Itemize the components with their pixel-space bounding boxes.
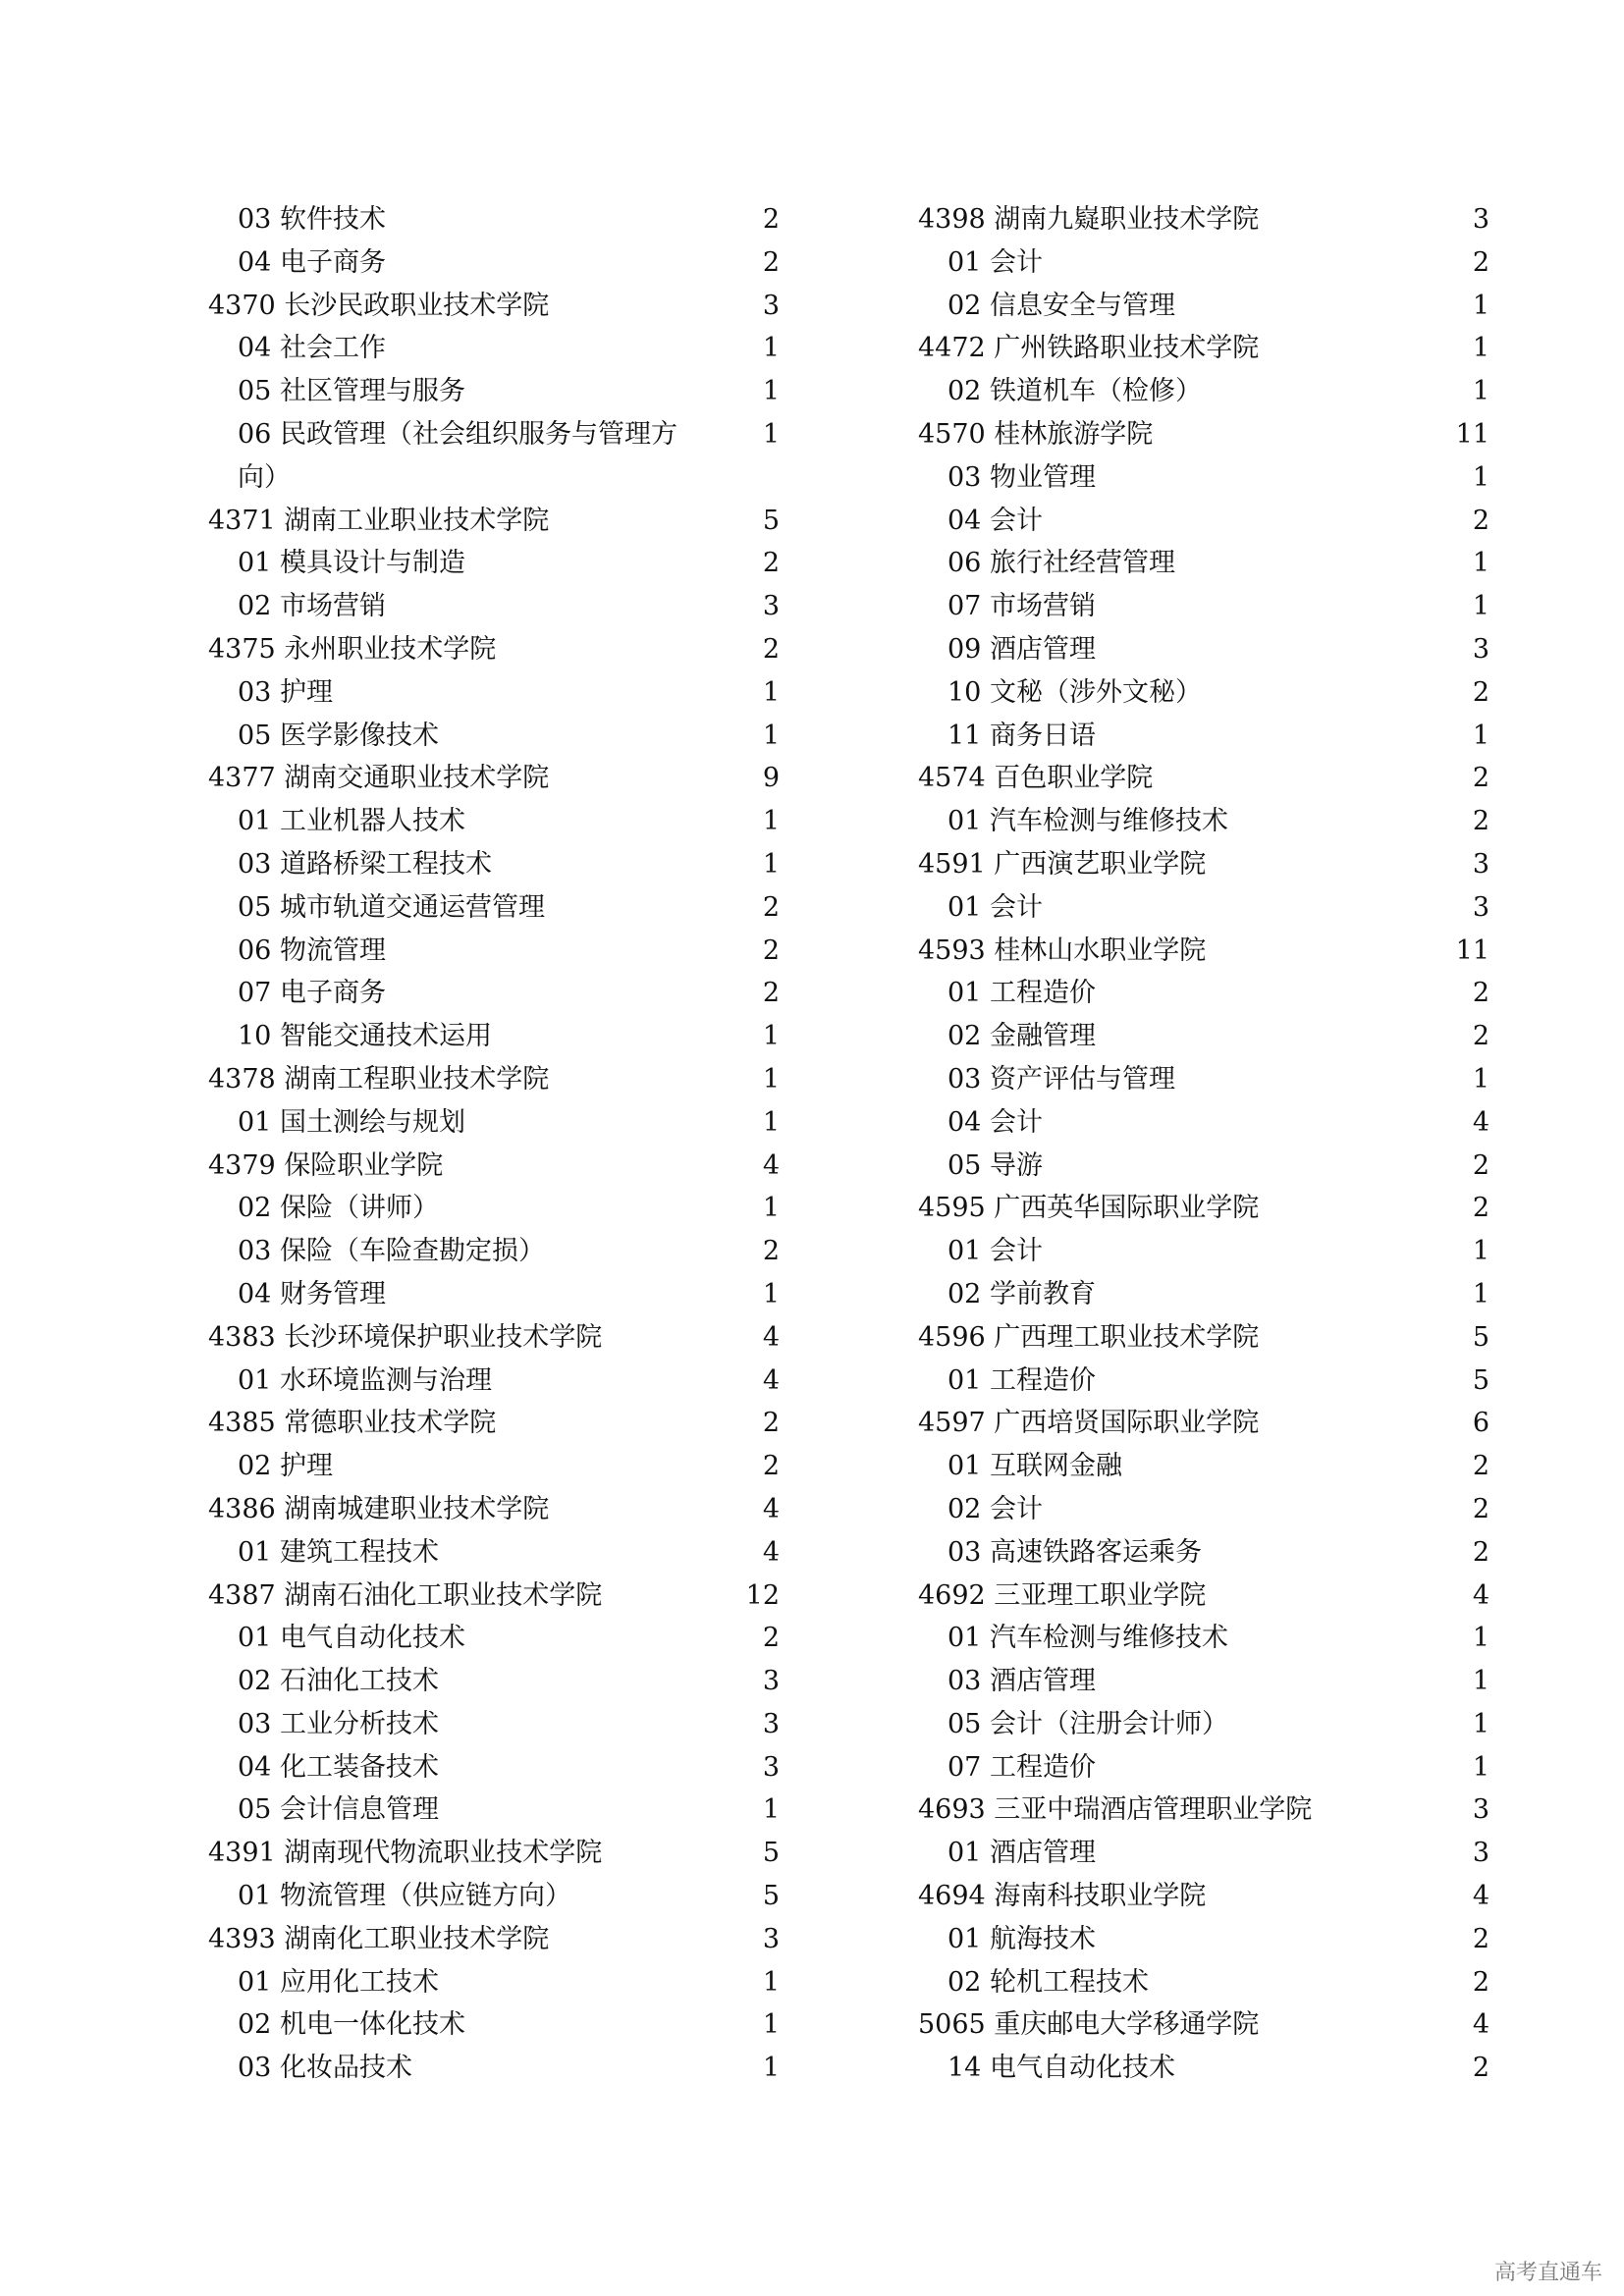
school-name: 5065 重庆邮电大学移通学院 xyxy=(918,2009,1260,2041)
right-column xyxy=(918,198,1489,2090)
school-name: 4694 海南科技职业学院 xyxy=(918,1881,1207,1912)
school-row xyxy=(208,285,780,328)
major-row xyxy=(918,628,1489,671)
enrollment-count: 2 xyxy=(1472,763,1489,794)
major-name: 02 轮机工程技术 xyxy=(947,1966,1149,1998)
enrollment-count: 4 xyxy=(1472,1106,1489,1138)
major-name: 01 工程造价 xyxy=(947,1364,1096,1396)
major-name: 04 社会工作 xyxy=(238,333,386,364)
enrollment-count: 3 xyxy=(1472,1838,1489,1869)
enrollment-count: 4 xyxy=(762,1321,780,1353)
enrollment-count: 1 xyxy=(762,1021,780,1052)
enrollment-count: 4 xyxy=(762,1493,780,1524)
enrollment-count: 2 xyxy=(762,934,780,966)
enrollment-count: 5 xyxy=(1472,1321,1489,1353)
school-row xyxy=(918,413,1489,456)
enrollment-count: 3 xyxy=(1472,848,1489,880)
major-row xyxy=(208,1789,780,1832)
major-row xyxy=(208,585,780,628)
enrollment-count: 1 xyxy=(762,2053,780,2084)
school-row xyxy=(208,1575,780,1618)
major-name: 05 医学影像技术 xyxy=(238,720,439,751)
school-name: 4398 湖南九嶷职业技术学院 xyxy=(918,204,1260,235)
major-name: 01 建筑工程技术 xyxy=(238,1536,439,1568)
major-name: 02 会计 xyxy=(947,1493,1043,1524)
enrollment-count: 3 xyxy=(1472,891,1489,923)
enrollment-count: 3 xyxy=(1472,204,1489,235)
major-name: 03 道路桥梁工程技术 xyxy=(238,848,492,880)
enrollment-count: 4 xyxy=(1472,1881,1489,1912)
major-row xyxy=(208,1101,780,1145)
major-name: 04 会计 xyxy=(947,505,1043,536)
enrollment-count: 1 xyxy=(762,1106,780,1138)
enrollment-count: 1 xyxy=(762,848,780,880)
school-row xyxy=(918,930,1489,973)
enrollment-count: 1 xyxy=(1472,720,1489,751)
major-name: 02 信息安全与管理 xyxy=(947,290,1175,321)
enrollment-count: 1 xyxy=(1472,1063,1489,1095)
enrollment-count: 2 xyxy=(762,1451,780,1482)
enrollment-count: 1 xyxy=(1472,461,1489,493)
enrollment-count: 1 xyxy=(762,806,780,837)
major-row xyxy=(918,370,1489,413)
enrollment-count: 2 xyxy=(762,204,780,235)
major-row xyxy=(918,1746,1489,1789)
major-name: 01 水环境监测与治理 xyxy=(238,1364,492,1396)
enrollment-count: 2 xyxy=(1472,505,1489,536)
enrollment-count: 5 xyxy=(762,1881,780,1912)
enrollment-count: 1 xyxy=(762,2009,780,2041)
major-name: 03 保险（车险查勘定损） xyxy=(238,1236,545,1267)
major-name: 11 商务日语 xyxy=(947,720,1096,751)
school-row xyxy=(918,1187,1489,1230)
enrollment-count: 1 xyxy=(762,720,780,751)
major-name: 01 应用化工技术 xyxy=(238,1966,439,1998)
major-row xyxy=(918,1230,1489,1273)
enrollment-count: 1 xyxy=(1472,1236,1489,1267)
major-name: 01 会计 xyxy=(947,891,1043,923)
major-name: 01 互联网金融 xyxy=(947,1451,1122,1482)
enrollment-count: 1 xyxy=(762,1278,780,1309)
enrollment-count: 1 xyxy=(1472,333,1489,364)
school-name: 4597 广西培贤国际职业学院 xyxy=(918,1408,1260,1439)
major-row xyxy=(208,2047,780,2090)
enrollment-count: 3 xyxy=(762,1666,780,1697)
enrollment-count: 2 xyxy=(1472,1021,1489,1052)
enrollment-count: 2 xyxy=(1472,246,1489,278)
major-name: 01 工程造价 xyxy=(947,978,1096,1009)
enrollment-count: 4 xyxy=(762,1536,780,1568)
major-name: 02 护理 xyxy=(238,1451,333,1482)
major-name: 01 会计 xyxy=(947,246,1043,278)
major-row xyxy=(208,1660,780,1703)
enrollment-count: 3 xyxy=(762,591,780,622)
major-name: 03 工业分析技术 xyxy=(238,1708,439,1739)
school-row xyxy=(208,1832,780,1875)
enrollment-count: 1 xyxy=(762,1063,780,1095)
school-name: 4383 长沙环境保护职业技术学院 xyxy=(208,1321,603,1353)
enrollment-count: 3 xyxy=(762,1751,780,1783)
major-name: 01 汽车检测与维修技术 xyxy=(947,1623,1228,1654)
school-name: 4570 桂林旅游学院 xyxy=(918,418,1154,450)
major-row xyxy=(208,1961,780,2004)
school-row xyxy=(918,2003,1489,2047)
school-row xyxy=(208,1918,780,1961)
major-name: 05 城市轨道交通运营管理 xyxy=(238,891,545,923)
major-name: 07 电子商务 xyxy=(238,978,386,1009)
school-row xyxy=(918,327,1489,370)
major-row xyxy=(208,843,780,886)
major-name: 01 物流管理（供应链方向） xyxy=(238,1881,571,1912)
school-row xyxy=(208,1316,780,1360)
major-row xyxy=(208,241,780,285)
enrollment-count: 1 xyxy=(762,676,780,708)
major-row xyxy=(918,1832,1489,1875)
major-row xyxy=(918,1360,1489,1403)
school-row xyxy=(918,198,1489,241)
enrollment-count: 1 xyxy=(1472,1623,1489,1654)
major-row xyxy=(208,1875,780,1918)
major-name: 02 市场营销 xyxy=(238,591,386,622)
major-name: 14 电气自动化技术 xyxy=(947,2053,1175,2084)
major-row xyxy=(208,1230,780,1273)
school-name: 4693 三亚中瑞酒店管理职业学院 xyxy=(918,1794,1313,1826)
major-row xyxy=(208,1273,780,1316)
enrollment-count: 2 xyxy=(1472,2053,1489,2084)
school-name: 4387 湖南石油化工职业技术学院 xyxy=(208,1579,603,1611)
enrollment-count: 2 xyxy=(1472,1493,1489,1524)
school-row xyxy=(918,1575,1489,1618)
major-row xyxy=(208,1187,780,1230)
school-row xyxy=(918,843,1489,886)
enrollment-count: 4 xyxy=(762,1149,780,1181)
major-name: 05 会计（注册会计师） xyxy=(947,1708,1228,1739)
major-row xyxy=(918,1660,1489,1703)
enrollment-count: 2 xyxy=(762,633,780,665)
major-name: 02 保险（讲师） xyxy=(238,1193,439,1224)
major-name: 03 资产评估与管理 xyxy=(947,1063,1175,1095)
major-row xyxy=(918,1015,1489,1058)
major-name: 04 会计 xyxy=(947,1106,1043,1138)
school-name: 4593 桂林山水职业学院 xyxy=(918,934,1207,966)
major-name: 03 护理 xyxy=(238,676,333,708)
major-row xyxy=(208,370,780,413)
enrollment-count: 2 xyxy=(762,1623,780,1654)
major-row xyxy=(208,1531,780,1575)
school-row xyxy=(208,1488,780,1531)
school-name: 4591 广西演艺职业学院 xyxy=(918,848,1207,880)
school-name: 4692 三亚理工职业学院 xyxy=(918,1579,1207,1611)
major-name: 03 软件技术 xyxy=(238,204,386,235)
enrollment-count: 5 xyxy=(762,1838,780,1869)
major-name: 01 模具设计与制造 xyxy=(238,548,465,579)
enrollment-count: 2 xyxy=(1472,806,1489,837)
enrollment-count: 6 xyxy=(1472,1408,1489,1439)
enrollment-count: 2 xyxy=(762,1236,780,1267)
school-row xyxy=(208,1145,780,1188)
enrollment-count: 3 xyxy=(762,1708,780,1739)
major-row xyxy=(208,2003,780,2047)
enrollment-count: 2 xyxy=(762,548,780,579)
major-row xyxy=(918,1445,1489,1488)
enrollment-count: 1 xyxy=(1472,1708,1489,1739)
major-name: 07 市场营销 xyxy=(947,591,1096,622)
major-row xyxy=(208,198,780,241)
enrollment-count: 4 xyxy=(762,1364,780,1396)
school-row xyxy=(208,757,780,800)
major-row xyxy=(208,972,780,1015)
major-name: 02 石油化工技术 xyxy=(238,1666,439,1697)
major-name: 03 高速铁路客运乘务 xyxy=(947,1536,1202,1568)
enrollment-count: 1 xyxy=(762,376,780,407)
enrollment-count: 4 xyxy=(1472,2009,1489,2041)
enrollment-count: 3 xyxy=(1472,1794,1489,1826)
major-row xyxy=(918,671,1489,715)
major-name: 01 航海技术 xyxy=(947,1923,1096,1954)
major-row xyxy=(208,413,780,500)
enrollment-count: 2 xyxy=(1472,1923,1489,1954)
enrollment-count: 5 xyxy=(762,505,780,536)
major-row xyxy=(208,327,780,370)
enrollment-count: 2 xyxy=(1472,1193,1489,1224)
enrollment-count: 11 xyxy=(1455,418,1489,450)
major-row xyxy=(918,585,1489,628)
major-name: 06 物流管理 xyxy=(238,934,386,966)
major-row xyxy=(918,1961,1489,2004)
school-row xyxy=(208,1058,780,1101)
enrollment-count: 1 xyxy=(1472,290,1489,321)
major-row xyxy=(208,542,780,585)
major-name: 02 机电一体化技术 xyxy=(238,2009,465,2041)
enrollment-count: 2 xyxy=(1472,676,1489,708)
enrollment-count: 1 xyxy=(1472,1666,1489,1697)
enrollment-count: 3 xyxy=(1472,633,1489,665)
school-row xyxy=(918,1789,1489,1832)
enrollment-count: 1 xyxy=(762,1794,780,1826)
enrollment-count: 3 xyxy=(762,290,780,321)
school-name: 4377 湖南交通职业技术学院 xyxy=(208,763,550,794)
school-name: 4472 广州铁路职业技术学院 xyxy=(918,333,1260,364)
major-row xyxy=(208,1445,780,1488)
school-name: 4371 湖南工业职业技术学院 xyxy=(208,505,550,536)
school-name: 4385 常德职业技术学院 xyxy=(208,1408,497,1439)
school-name: 4596 广西理工职业技术学院 xyxy=(918,1321,1260,1353)
enrollment-count: 1 xyxy=(1472,1278,1489,1309)
major-name: 01 工业机器人技术 xyxy=(238,806,465,837)
major-row xyxy=(918,241,1489,285)
major-row xyxy=(208,715,780,758)
enrollment-count: 2 xyxy=(762,246,780,278)
major-row xyxy=(918,1531,1489,1575)
major-name: 02 铁道机车（检修） xyxy=(947,376,1202,407)
enrollment-count: 1 xyxy=(1472,376,1489,407)
major-row xyxy=(918,1058,1489,1101)
major-row xyxy=(208,671,780,715)
major-name: 09 酒店管理 xyxy=(947,633,1096,665)
enrollment-count: 1 xyxy=(762,333,780,364)
major-row xyxy=(208,930,780,973)
enrollment-count: 1 xyxy=(1472,1751,1489,1783)
enrollment-count: 1 xyxy=(1472,548,1489,579)
school-row xyxy=(208,500,780,543)
major-name: 01 酒店管理 xyxy=(947,1838,1096,1869)
enrollment-count: 2 xyxy=(1472,1451,1489,1482)
enrollment-count: 2 xyxy=(1472,1149,1489,1181)
enrollment-count: 12 xyxy=(745,1579,780,1611)
enrollment-count: 1 xyxy=(1472,591,1489,622)
enrollment-count: 11 xyxy=(1455,934,1489,966)
major-row xyxy=(918,886,1489,930)
major-row xyxy=(918,1918,1489,1961)
major-name: 10 智能交通技术运用 xyxy=(238,1021,492,1052)
major-name: 06 民政管理（社会组织服务与管理方向） xyxy=(238,418,677,493)
school-row xyxy=(208,628,780,671)
major-row xyxy=(918,1273,1489,1316)
major-name: 04 财务管理 xyxy=(238,1278,386,1309)
major-name: 03 物业管理 xyxy=(947,461,1096,493)
major-row xyxy=(918,1617,1489,1660)
school-name: 4595 广西英华国际职业学院 xyxy=(918,1193,1260,1224)
enrollment-count: 2 xyxy=(762,1408,780,1439)
enrollment-count: 2 xyxy=(762,891,780,923)
enrollment-count: 5 xyxy=(1472,1364,1489,1396)
major-row xyxy=(918,1145,1489,1188)
watermark-text: 高考直通车 xyxy=(1493,2261,1602,2285)
major-name: 02 学前教育 xyxy=(947,1278,1096,1309)
major-name: 03 化妆品技术 xyxy=(238,2053,412,2084)
school-name: 4386 湖南城建职业技术学院 xyxy=(208,1493,550,1524)
enrollment-count: 2 xyxy=(1472,1966,1489,1998)
enrollment-count: 2 xyxy=(1472,1536,1489,1568)
major-row xyxy=(918,715,1489,758)
enrollment-count: 4 xyxy=(1472,1579,1489,1611)
major-row xyxy=(208,800,780,843)
major-row xyxy=(918,456,1489,500)
major-name: 01 汽车检测与维修技术 xyxy=(947,806,1228,837)
major-name: 07 工程造价 xyxy=(947,1751,1096,1783)
school-row xyxy=(918,1402,1489,1445)
major-name: 05 导游 xyxy=(947,1149,1043,1181)
major-name: 05 会计信息管理 xyxy=(238,1794,439,1826)
enrollment-count: 1 xyxy=(762,1193,780,1224)
school-row xyxy=(208,1402,780,1445)
major-row xyxy=(918,972,1489,1015)
major-name: 04 化工装备技术 xyxy=(238,1751,439,1783)
school-name: 4379 保险职业学院 xyxy=(208,1149,444,1181)
major-row xyxy=(918,500,1489,543)
major-row xyxy=(208,1015,780,1058)
major-name: 01 电气自动化技术 xyxy=(238,1623,465,1654)
major-row xyxy=(918,542,1489,585)
school-row xyxy=(918,1875,1489,1918)
school-name: 4375 永州职业技术学院 xyxy=(208,633,497,665)
school-name: 4391 湖南现代物流职业技术学院 xyxy=(208,1838,603,1869)
major-row xyxy=(208,1360,780,1403)
enrollment-count: 2 xyxy=(762,978,780,1009)
major-row xyxy=(918,1101,1489,1145)
major-name: 04 电子商务 xyxy=(238,246,386,278)
school-row xyxy=(918,1316,1489,1360)
major-row xyxy=(208,1617,780,1660)
school-name: 4393 湖南化工职业技术学院 xyxy=(208,1923,550,1954)
school-name: 4378 湖南工程职业技术学院 xyxy=(208,1063,550,1095)
major-row xyxy=(918,285,1489,328)
school-row xyxy=(918,757,1489,800)
major-name: 01 国土测绘与规划 xyxy=(238,1106,465,1138)
left-column xyxy=(208,198,780,2090)
major-row xyxy=(208,1703,780,1746)
major-row xyxy=(918,1488,1489,1531)
major-name: 06 旅行社经营管理 xyxy=(947,548,1175,579)
major-row xyxy=(918,1703,1489,1746)
enrollment-count: 9 xyxy=(762,763,780,794)
major-name: 02 金融管理 xyxy=(947,1021,1096,1052)
major-row xyxy=(918,800,1489,843)
major-row xyxy=(208,1746,780,1789)
enrollment-count: 3 xyxy=(762,1923,780,1954)
major-name: 05 社区管理与服务 xyxy=(238,376,465,407)
enrollment-count: 1 xyxy=(762,1966,780,1998)
major-row xyxy=(208,886,780,930)
major-name: 03 酒店管理 xyxy=(947,1666,1096,1697)
major-name: 01 会计 xyxy=(947,1236,1043,1267)
major-name: 10 文秘（涉外文秘） xyxy=(947,676,1202,708)
school-name: 4574 百色职业学院 xyxy=(918,763,1154,794)
enrollment-count: 1 xyxy=(762,418,780,450)
school-name: 4370 长沙民政职业技术学院 xyxy=(208,290,550,321)
major-row xyxy=(918,2047,1489,2090)
enrollment-count: 2 xyxy=(1472,978,1489,1009)
